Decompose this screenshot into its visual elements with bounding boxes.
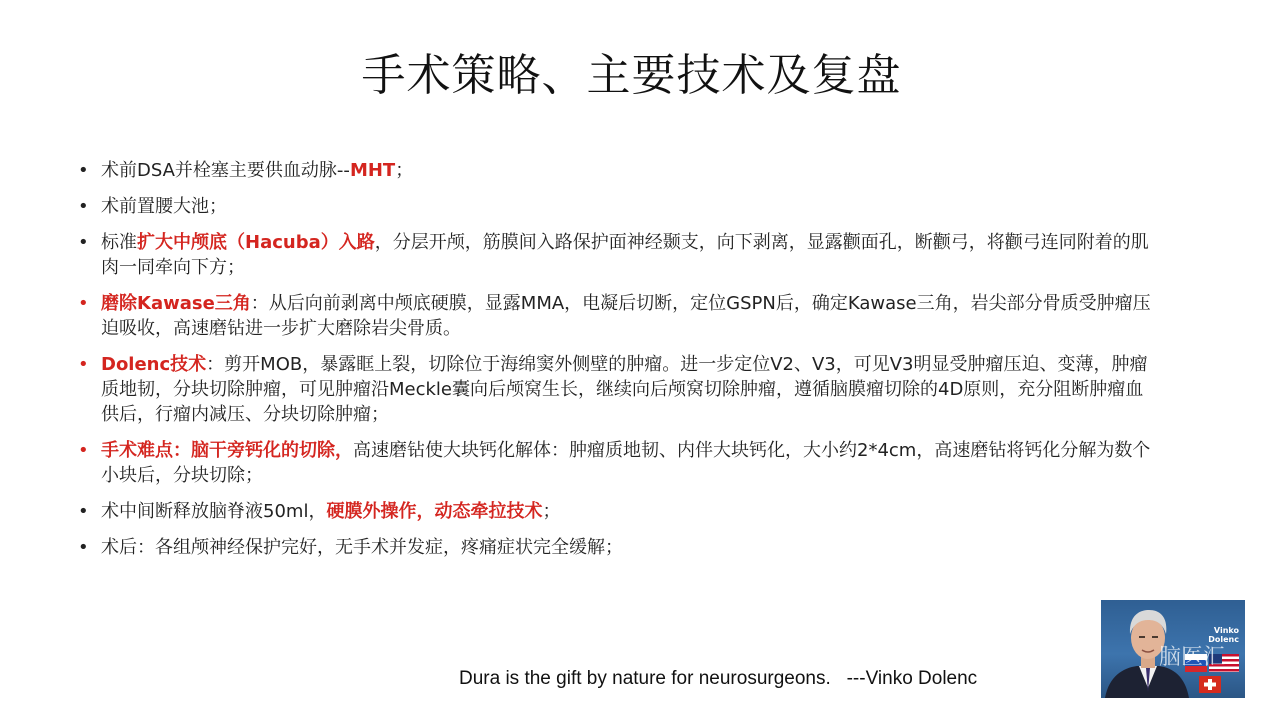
bullet-text: 术后：各组颅神经保护完好，无手术并发症，疼痛症状完全缓解；: [101, 537, 623, 558]
bullet-dot-icon: •: [78, 160, 89, 181]
bullet-dot-icon: •: [78, 232, 89, 253]
bullet-text: 标准: [101, 232, 137, 253]
quote-text: Dura is the gift by nature for neurosurgeons. ---Vinko Dolenc: [459, 668, 978, 689]
swiss-flag-icon: [1199, 676, 1221, 693]
bullet-text: ；: [395, 160, 414, 181]
bullet-text: 术前置腰大池；: [101, 196, 227, 217]
bullet-item: [78, 438, 1158, 488]
bullet-emphasis: Dolenc技术: [101, 354, 207, 375]
bullet-emphasis: MHT: [349, 160, 396, 181]
bullet-dot-icon: •: [78, 354, 89, 375]
bullet-emphasis: 扩大中颅底（Hacuba）入路: [137, 232, 375, 253]
bullet-text: 术前DSA并栓塞主要供血动脉--: [101, 160, 350, 181]
portrait-label-line2: Dolenc: [1208, 635, 1239, 644]
portrait-image: [1101, 600, 1245, 698]
slide-title: 手术策略、主要技术及复盘: [361, 50, 902, 101]
bullet-text: ：从后向前剥离中颅底硬膜，显露MMA，电凝后切断，定位GSPN后，确定Kawase三角，岩尖部分骨质受肿瘤压迫吸收，高速磨钻进一步扩大磨除岩尖骨质。: [101, 293, 1151, 339]
bullet-emphasis: 硬膜外操作，动态牵拉技术: [326, 501, 543, 522]
bullet-list: [78, 158, 1158, 571]
bullet-text: 高速磨钻使大块钙化解体：肿瘤质地韧、内伴大块钙化，大小约2*4cm，高速磨钻将钙化分解为数个小块后，分块切除；: [101, 440, 1151, 486]
bullet-text: ；: [542, 501, 561, 522]
bullet-item: [78, 499, 1158, 524]
bullet-emphasis: 手术难点：脑干旁钙化的切除，: [101, 440, 353, 461]
watermark-text: 脑医汇: [1159, 645, 1226, 670]
bullet-dot-icon: •: [78, 501, 89, 522]
bullet-item: [78, 194, 1158, 219]
portrait-label-line1: Vinko: [1213, 626, 1239, 635]
bullet-dot-icon: •: [78, 196, 89, 217]
bullet-dot-icon: •: [78, 440, 89, 461]
bullet-text: ，分层开颅，筋膜间入路保护面神经颞支，向下剥离，显露颧面孔，断颧弓，将颧弓连同附着的肌肉一同牵向下方；: [101, 232, 1149, 278]
bullet-text: 术中间断释放脑脊液50ml，: [101, 501, 327, 522]
bullet-dot-icon: •: [78, 293, 89, 314]
bullet-item: [78, 230, 1158, 280]
bullet-item: [78, 352, 1158, 427]
bullet-item: [78, 158, 1158, 183]
bullet-dot-icon: •: [78, 537, 89, 558]
bullet-text: ：剪开MOB，暴露眶上裂，切除位于海绵窦外侧壁的肿瘤。进一步定位V2、V3，可见V3明显受肿瘤压迫、变薄，肿瘤质地韧，分块切除肿瘤，可见肿瘤沿Meckle囊向后颅窝生长，继续向后颅窝切除肿瘤，遵循脑膜瘤切除的4D原则，充分阻断肿瘤血供后，行瘤内减压、分块切除肿瘤；: [101, 354, 1148, 425]
bullet-item: [78, 291, 1158, 341]
bullet-item: [78, 535, 1158, 560]
bullet-emphasis: 磨除Kawase三角: [101, 293, 251, 314]
